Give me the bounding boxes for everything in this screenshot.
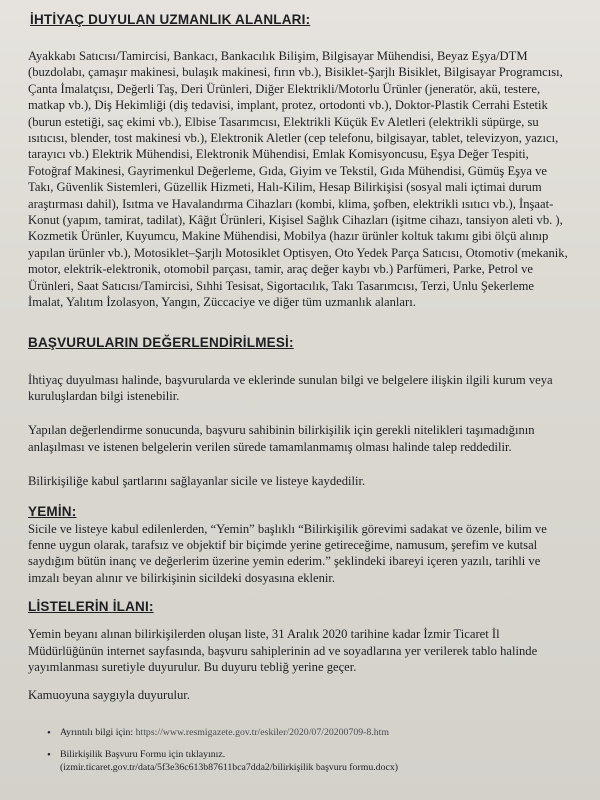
bullet-icon: • xyxy=(47,726,51,739)
expertise-areas-text: Ayakkabı Satıcısı/Tamircisi, Bankacı, Bankacılık Bilişim, Bilgisayar Mühendisi, Beyaz Eşya/DTM (buzdolabı, çamaşır makinesi, bulaşık makinesi, fırın vb.), Bisiklet-Şarjlı Bisiklet, Bilgisayar Programcısı, Çanta İmalatçısı, Değerli Taş, Deri Ürünleri, Diğer Elektrikli/Motorlu Ürünler (jeneratör, akü, testere, matkap vb.), Diş Hekimliği (diş tedavisi, implant, protez, ortodonti vb.), Doktor-Plastik Cerrahi Estetik (burun estetiği, saç ekimi vb.), Elbise Tasarımcısı, Elektrikli Küçük Ev Aletleri (elektrikli süpürge, su ısıtıcısı, blender, tost makinesi vb.), Elektronik Aletler (cep telefonu, bilgisayar, tablet, televizyon, yazıcı, tarayıcı vb.) Elektrik Mühendisi, Elektronik Mühendisi, Emlak Komisyoncusu, Eşya Değer Tespiti, Fotoğraf Makinesi, Gayrimenkul Değerleme, Gıda, Giyim ve Tekstil, Gıda Mühendisi, Gümüş Eşya ve Takı, Güvenlik Sistemleri, Güzellik Hizmeti, Halı-Kilim, Hesap Bilirkişisi (sosyal mali içtimai durum araştırması dahil), Isıtma ve Havalandırma Cihazları (kombi, klima, şofben, elektrikli ısıtıcı vb.), İnşaat-Konut (yapım, tamirat, tadilat), Kâğıt Ürünleri, Kişisel Sağlık Cihazları (işitme cihazı, tansiyon aleti vb. ), Kozmetik Ürünler, Kuyumcu, Makine Mühendisi, Mobilya (hazır ürünler koltuk takımı gibi ölçü alınıp yapılan ürünler vb.), Motosiklet–Şarjlı Motosiklet Optisyen, Oto Yedek Parça Satıcısı, Otomotiv (mekanik, motor, elektrik-elektronik, otomobil parçası, tamir, araç değer kaybı vb.) Parfümeri, Parke, Petrol ve Ürünleri, Saat Satıcısı/Tamircisi, Sıhhi Tesisat, Sigortacılık, Takı Tasarımcısı, Terzi, Unlu Şekerleme İmalat, Yalıtım İzolasyon, Yangın, Züccaciye ve diğer tüm uzmanlık alanları. xyxy=(28,49,568,310)
section-title-expertise-areas: İHTİYAÇ DUYULAN UZMANLIK ALANLARI: xyxy=(30,12,311,27)
list-item xyxy=(47,749,570,774)
list-item xyxy=(47,726,570,740)
details-link-label: Ayrıntılı bilgi için: xyxy=(60,726,136,738)
oath-paragraph: Sicile ve listeye kabul edilenlerden, “Yemin” başlıklı “Bilirkişilik görevimi sadakat ve özenle, bilim ve fenne uygun olarak, tarafsız ve objektif bir biçimde yerine getireceğime, namusum, şerefim ve kutsal saydığım bütün inanç ve değerlerim üzerine yemin ederim.” şeklindeki ibareyi içeren yazılı, tarihli ve imzalı beyan alınır ve bilirkişinin sicildeki dosyasına eklenir. xyxy=(28,521,547,585)
bullet-icon: • xyxy=(47,749,51,762)
details-link-url[interactable]: https://www.resmigazete.gov.tr/eskiler/2020/07/20200709-8.htm xyxy=(135,726,389,738)
section-title-announcement: LİSTELERİN İLANI: xyxy=(28,599,154,615)
closing-paragraph: Kamuoyuna saygıyla duyurulur. xyxy=(28,688,190,703)
announcement-paragraph: Yemin beyanı alınan bilirkişilerden oluşan liste, 31 Aralık 2020 tarihine kadar İzmir Ticaret İl Müdürlüğünün internet sayfasında, başvuru sahiplerinin ad ve soyadlarına yer verilerek tablo halinde yayımlanması suretiyle duyurulur. Bu duyuru tebliğ yerine geçer. xyxy=(28,627,538,674)
form-link-url[interactable]: (izmir.ticaret.gov.tr/data/5f3e36c613b87611bca7dda2/bilirkişilik başvuru formu.docx) xyxy=(60,761,398,773)
evaluation-paragraph-1: İhtiyaç duyulması halinde, başvurularda ve eklerinde sunulan bilgi ve belgelere ilişkin ilgili kurum veya kuruluşlardan bilgi istenebilir. xyxy=(28,372,553,403)
evaluation-paragraph-3: Bilirkişiliğe kabul şartlarını sağlayanlar sicile ve listeye kaydedilir. xyxy=(28,474,366,489)
section-title-oath: YEMİN: xyxy=(28,503,77,519)
section-title-evaluation: BAŞVURULARIN DEĞERLENDİRİLMESİ: xyxy=(28,334,294,350)
evaluation-paragraph-2: Yapılan değerlendirme sonucunda, başvuru sahibinin bilirkişilik için gerekli nitelikleri taşımadığının anlaşılması ve istenen belgelerin verilen sürede tamamlanmamış olması halinde talep reddedilir. xyxy=(28,423,535,454)
links-list xyxy=(28,727,570,775)
form-link-label[interactable]: Bilirkişilik Başvuru Formu için tıklayınız. xyxy=(60,749,226,761)
